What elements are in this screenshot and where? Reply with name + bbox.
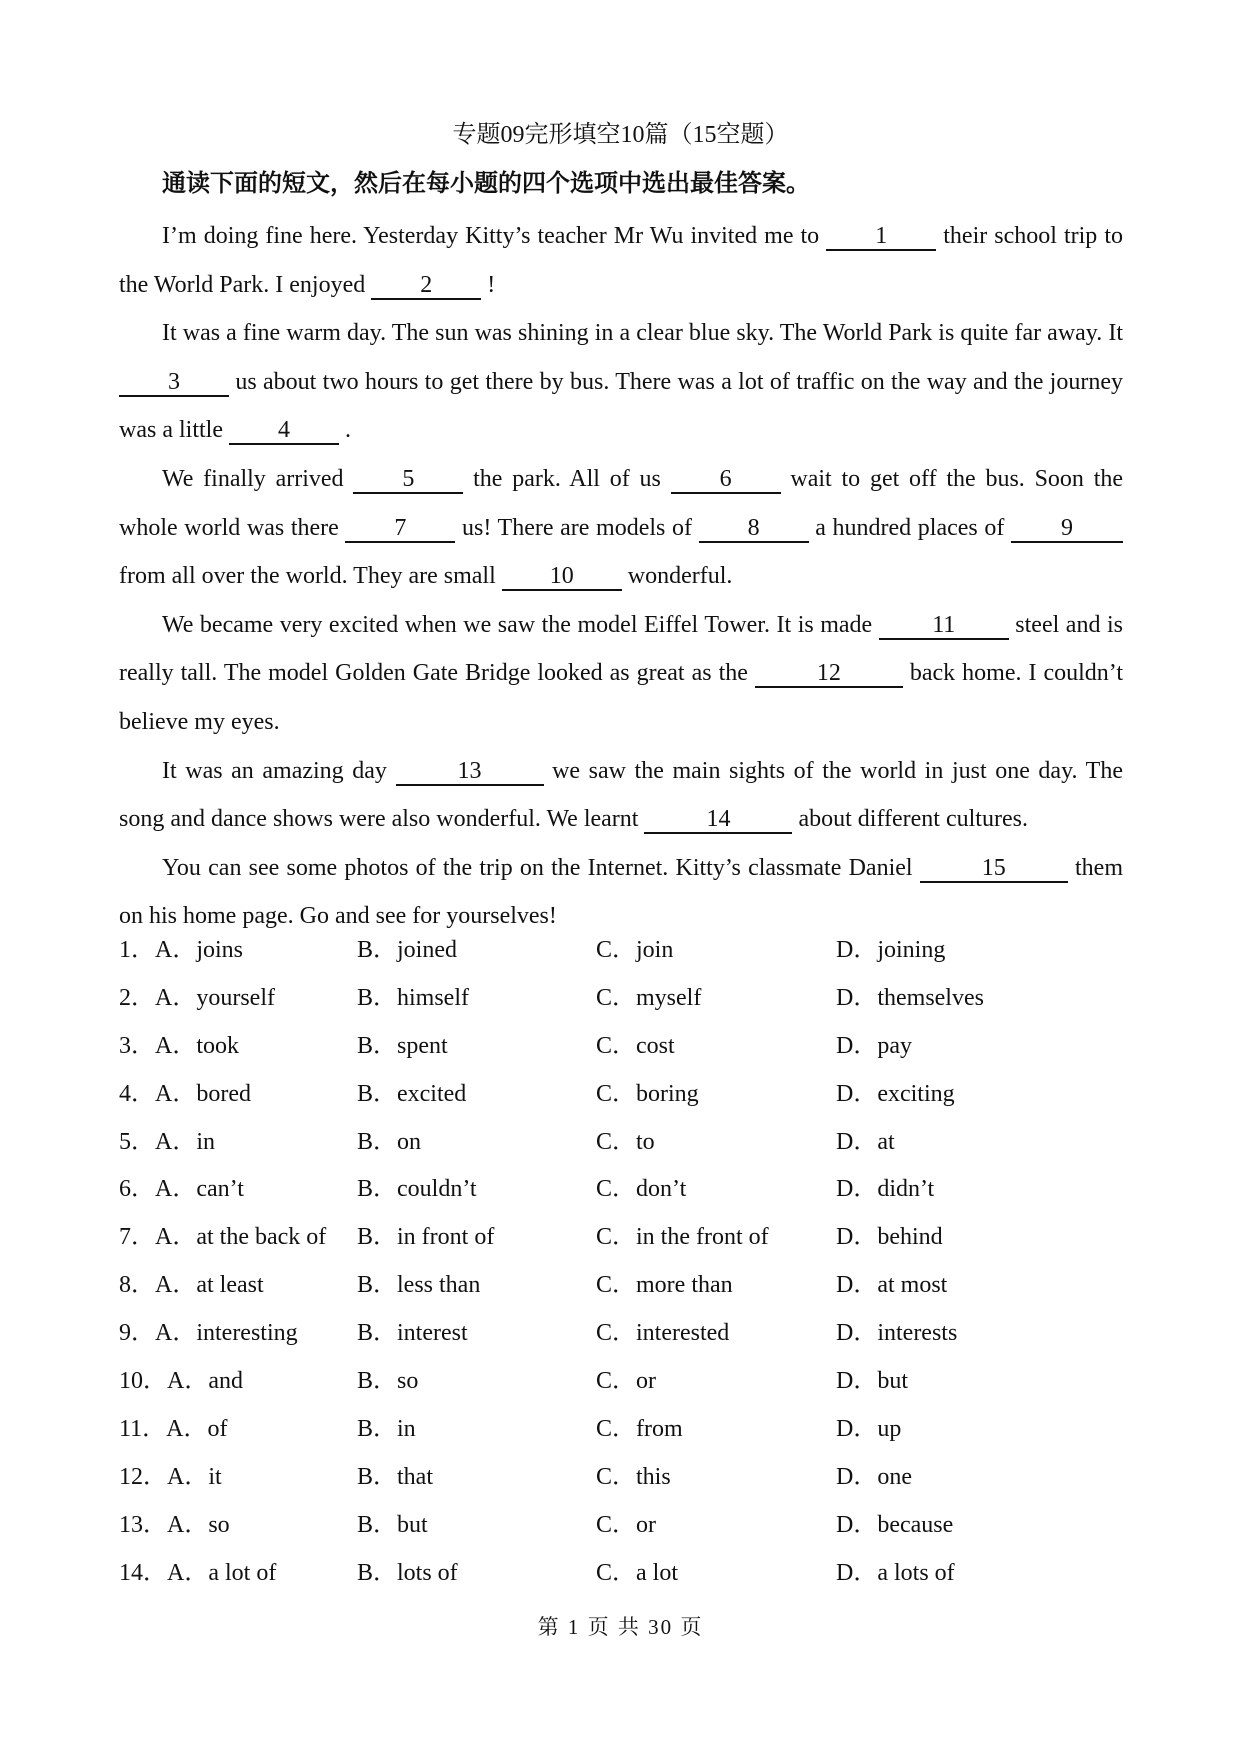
option-a[interactable]: 13．A．so	[119, 1511, 230, 1538]
blank-3[interactable]: 3	[119, 369, 229, 397]
text: them on his home page. Go and see for yourselves!	[119, 854, 1123, 930]
option-b[interactable]: B．couldn’t	[357, 1176, 477, 1203]
text: about different cultures.	[792, 806, 1028, 833]
option-d[interactable]: D．but	[836, 1368, 908, 1395]
blank-2[interactable]: 2	[371, 272, 481, 300]
page-title: 专题09完形填空10篇（15空题）	[452, 122, 789, 148]
blank-13[interactable]: 13	[396, 758, 544, 786]
option-a[interactable]: 8．A．at least	[119, 1272, 264, 1299]
text: their school trip to the World Park. I enjoyed	[119, 223, 1123, 298]
option-a[interactable]: 14．A．a lot of	[119, 1559, 277, 1586]
option-d[interactable]: D．at	[836, 1128, 895, 1155]
question-row-13	[119, 1501, 1123, 1549]
option-c[interactable]: C．from	[596, 1415, 683, 1442]
option-b[interactable]: B．less than	[357, 1272, 481, 1299]
option-c[interactable]: C．a lot	[596, 1559, 678, 1586]
blank-14[interactable]: 14	[644, 806, 792, 834]
option-a[interactable]: 3．A．took	[119, 1032, 239, 1059]
passage	[119, 212, 1123, 941]
option-d[interactable]: D．up	[836, 1415, 902, 1442]
text: We became very excited when we saw the model Eiffel Tower. It is made	[162, 611, 879, 638]
text: You can see some photos of the trip on the Internet. Kitty’s classmate Daniel	[162, 854, 920, 881]
option-a[interactable]: 7．A．at the back of	[119, 1224, 327, 1251]
paragraph-4	[119, 601, 1123, 747]
option-c[interactable]: C．don’t	[596, 1176, 687, 1203]
option-b[interactable]: B．but	[357, 1511, 428, 1538]
text: I’m doing fine here. Yesterday Kitty’s teacher Mr Wu invited me to	[162, 223, 827, 249]
option-b[interactable]: B．on	[357, 1128, 422, 1155]
text: It was a fine warm day. The sun was shining in a clear blue sky. The World Park is quite far away. It	[162, 320, 1123, 347]
question-row-11	[119, 1405, 1123, 1453]
text: from all over the world. They are small	[119, 563, 502, 590]
question-row-2	[119, 974, 1123, 1022]
text: We finally arrived	[162, 465, 354, 492]
option-c[interactable]: C．or	[596, 1368, 656, 1395]
paragraph-5	[119, 747, 1123, 844]
blank-12[interactable]: 12	[755, 660, 903, 688]
option-c[interactable]: C．interested	[596, 1320, 730, 1347]
text: wait to get off the bus. Soon the whole world was there	[119, 465, 1124, 541]
text: we saw the main sights of the world in just one day. The song and dance shows were also wonderful. We learnt	[119, 757, 1123, 833]
option-d[interactable]: D．joining	[836, 937, 946, 963]
option-a[interactable]: 11．A．of	[119, 1415, 228, 1442]
option-a[interactable]: 4．A．bored	[119, 1080, 251, 1107]
option-b[interactable]: B．lots of	[357, 1559, 458, 1586]
question-row-9	[119, 1309, 1123, 1357]
option-b[interactable]: B．that	[357, 1463, 433, 1490]
option-a[interactable]: 10．A．and	[119, 1368, 243, 1395]
option-d[interactable]: D．at most	[836, 1272, 948, 1299]
blank-8[interactable]: 8	[699, 515, 809, 543]
answer-options	[119, 926, 1123, 1596]
option-c[interactable]: C．or	[596, 1511, 656, 1538]
option-d[interactable]: D．exciting	[836, 1080, 955, 1107]
page-footer: 第 1 页 共 30 页	[537, 1615, 704, 1639]
option-d[interactable]: D．one	[836, 1463, 912, 1490]
option-b[interactable]: B．interest	[357, 1320, 468, 1347]
question-row-5	[119, 1118, 1123, 1166]
option-c[interactable]: C．join	[596, 937, 674, 963]
text: steel and is really tall. The model Golden Gate Bridge looked as great as the	[119, 611, 1123, 687]
blank-1[interactable]: 1	[826, 223, 936, 251]
option-b[interactable]: B．in	[357, 1415, 416, 1442]
option-b[interactable]: B．in front of	[357, 1224, 495, 1251]
option-b[interactable]: B．himself	[357, 984, 469, 1011]
option-c[interactable]: C．more than	[596, 1272, 733, 1299]
question-row-3	[119, 1022, 1123, 1070]
question-row-10	[119, 1357, 1123, 1405]
option-d[interactable]: D．interests	[836, 1320, 958, 1347]
text: a hundred places of	[808, 514, 1011, 541]
option-c[interactable]: C．cost	[596, 1032, 675, 1059]
text: back home. I couldn’t believe my eyes.	[119, 660, 1123, 735]
option-b[interactable]: B．joined	[357, 937, 457, 963]
option-b[interactable]: B．spent	[357, 1032, 448, 1059]
question-row-1	[119, 926, 1123, 974]
option-d[interactable]: D．behind	[836, 1224, 943, 1251]
option-a[interactable]: 6．A．can’t	[119, 1176, 244, 1203]
blank-4[interactable]: 4	[229, 417, 339, 445]
option-d[interactable]: D．themselves	[836, 984, 984, 1011]
option-b[interactable]: B．so	[357, 1368, 419, 1395]
option-d[interactable]: D．pay	[836, 1032, 912, 1059]
question-row-4	[119, 1070, 1123, 1118]
question-row-8	[119, 1261, 1123, 1309]
blank-15[interactable]: 15	[920, 855, 1068, 883]
blank-6[interactable]: 6	[671, 466, 781, 494]
option-d[interactable]: D．didn’t	[836, 1176, 935, 1203]
text: the park. All of us	[463, 465, 671, 492]
text: !	[481, 271, 496, 298]
blank-5[interactable]: 5	[353, 466, 463, 494]
option-a[interactable]: 5．A．in	[119, 1128, 215, 1155]
blank-11[interactable]: 11	[879, 612, 1009, 640]
option-a[interactable]: 12．A．it	[119, 1463, 222, 1490]
paragraph-2	[119, 309, 1123, 455]
option-c[interactable]: C．myself	[596, 984, 702, 1011]
option-a[interactable]: 2．A．yourself	[119, 984, 275, 1011]
question-row-14	[119, 1549, 1123, 1597]
question-row-6	[119, 1165, 1123, 1213]
text: .	[338, 417, 351, 444]
instruction: 通读下面的短文，然后在每小题的四个选项中选出最佳答案。	[162, 169, 810, 197]
text: us about two hours to get there by bus. There was a lot of traffic on the way and the journey was a little	[119, 368, 1123, 444]
blank-7[interactable]: 7	[345, 515, 455, 543]
option-c[interactable]: C．boring	[596, 1080, 699, 1107]
option-c[interactable]: C．to	[596, 1128, 655, 1155]
option-a[interactable]: 9．A．interesting	[119, 1320, 298, 1347]
option-c[interactable]: C．this	[596, 1463, 671, 1490]
text: us! There are models of	[455, 514, 699, 541]
option-b[interactable]: B．excited	[357, 1080, 467, 1107]
option-d[interactable]: D．a lots of	[836, 1559, 955, 1586]
option-a[interactable]: 1．A．joins	[119, 937, 244, 963]
paragraph-1	[119, 212, 1123, 309]
option-c[interactable]: C．in the front of	[596, 1224, 769, 1251]
text: It was an amazing day	[162, 757, 396, 784]
blank-10[interactable]: 10	[502, 563, 622, 591]
paragraph-3	[119, 455, 1123, 601]
question-row-7	[119, 1213, 1123, 1261]
option-d[interactable]: D．because	[836, 1511, 954, 1538]
question-row-12	[119, 1453, 1123, 1501]
text: wonderful.	[621, 563, 733, 590]
blank-9[interactable]: 9	[1011, 515, 1123, 543]
